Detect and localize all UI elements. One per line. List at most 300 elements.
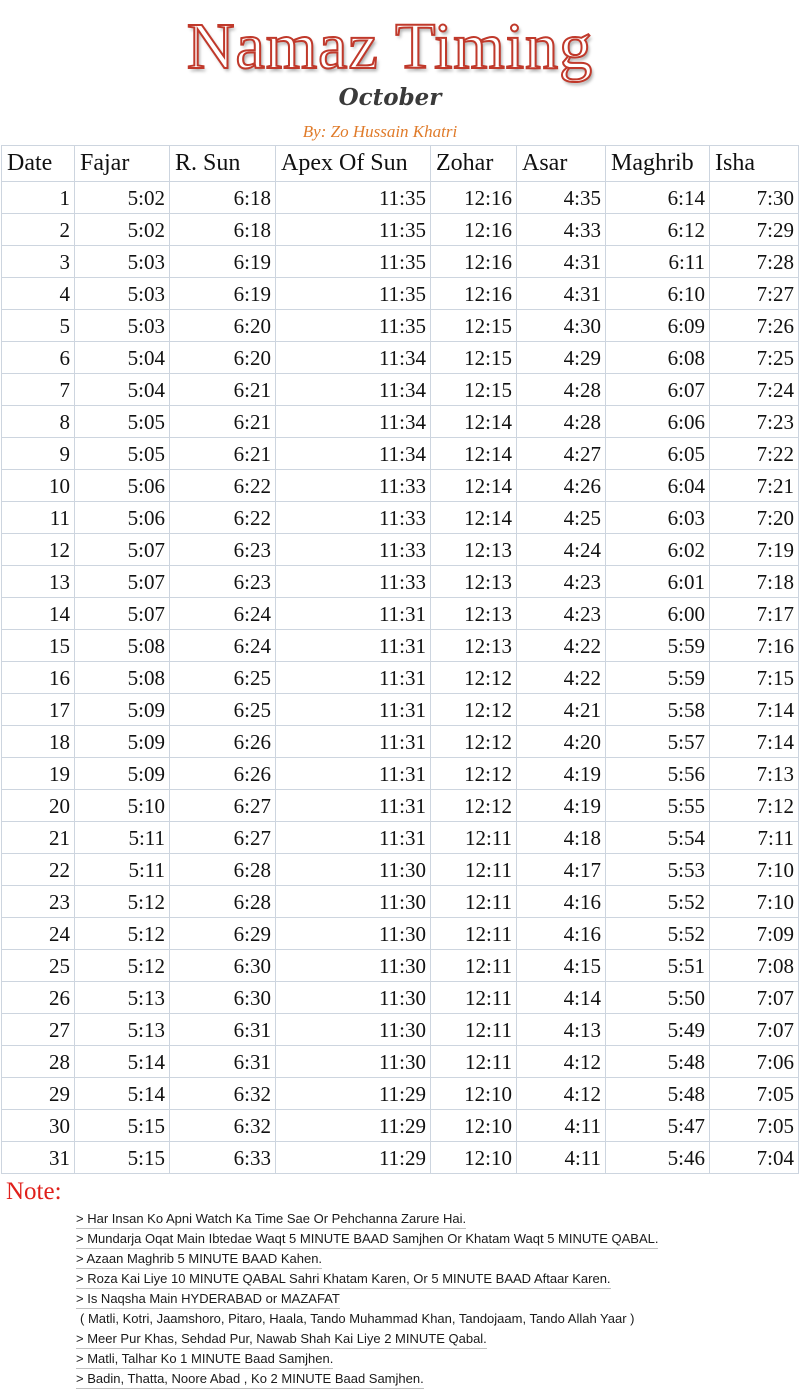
cell-zohar: 12:11	[431, 822, 517, 854]
cell-zohar: 12:10	[431, 1078, 517, 1110]
cell-maghrib: 6:01	[606, 566, 710, 598]
column-header-date: Date	[2, 146, 75, 182]
cell-date: 8	[2, 406, 75, 438]
cell-asar: 4:12	[517, 1078, 606, 1110]
cell-date: 17	[2, 694, 75, 726]
cell-zohar: 12:11	[431, 886, 517, 918]
cell-fajar: 5:09	[75, 694, 170, 726]
table-row	[2, 1078, 799, 1110]
column-header-apex-of-sun: Apex Of Sun	[276, 146, 431, 182]
cell-asar: 4:25	[517, 502, 606, 534]
table-row	[2, 374, 799, 406]
cell-fajar: 5:06	[75, 502, 170, 534]
cell-asar: 4:14	[517, 982, 606, 1014]
cell-maghrib: 5:49	[606, 1014, 710, 1046]
cell-fajar: 5:11	[75, 854, 170, 886]
cell-r-sun: 6:33	[170, 1142, 276, 1174]
table-row	[2, 1014, 799, 1046]
cell-fajar: 5:03	[75, 278, 170, 310]
cell-fajar: 5:09	[75, 726, 170, 758]
cell-date: 15	[2, 630, 75, 662]
cell-isha: 7:16	[710, 630, 799, 662]
cell-isha: 7:25	[710, 342, 799, 374]
cell-zohar: 12:12	[431, 726, 517, 758]
cell-date: 12	[2, 534, 75, 566]
cell-fajar: 5:02	[75, 214, 170, 246]
cell-r-sun: 6:21	[170, 406, 276, 438]
cell-maghrib: 5:57	[606, 726, 710, 758]
column-header-fajar: Fajar	[75, 146, 170, 182]
cell-r-sun: 6:28	[170, 854, 276, 886]
cell-r-sun: 6:21	[170, 438, 276, 470]
cell-asar: 4:23	[517, 598, 606, 630]
cell-maghrib: 5:53	[606, 854, 710, 886]
cell-r-sun: 6:19	[170, 278, 276, 310]
cell-r-sun: 6:20	[170, 342, 276, 374]
note-text: > Roza Kai Liye 10 MINUTE QABAL Sahri Khatam Karen, Or 5 MINUTE BAAD Aftaar Karen.	[76, 1270, 611, 1289]
column-header-isha: Isha	[710, 146, 799, 182]
cell-date: 18	[2, 726, 75, 758]
table-row	[2, 470, 799, 502]
column-header-maghrib: Maghrib	[606, 146, 710, 182]
cell-isha: 7:22	[710, 438, 799, 470]
column-header-r-sun: R. Sun	[170, 146, 276, 182]
cell-asar: 4:11	[517, 1110, 606, 1142]
cell-r-sun: 6:21	[170, 374, 276, 406]
cell-asar: 4:18	[517, 822, 606, 854]
table-row	[2, 278, 799, 310]
cell-date: 21	[2, 822, 75, 854]
note-text: > Meer Pur Khas, Sehdad Pur, Nawab Shah Kai Liye 2 MINUTE Qabal.	[76, 1330, 487, 1349]
cell-zohar: 12:11	[431, 918, 517, 950]
cell-isha: 7:09	[710, 918, 799, 950]
cell-apex-of-sun: 11:33	[276, 534, 431, 566]
cell-zohar: 12:13	[431, 534, 517, 566]
cell-fajar: 5:10	[75, 790, 170, 822]
note-item	[76, 1230, 806, 1250]
note-item	[76, 1250, 806, 1270]
cell-apex-of-sun: 11:31	[276, 630, 431, 662]
cell-apex-of-sun: 11:30	[276, 982, 431, 1014]
cell-fajar: 5:12	[75, 950, 170, 982]
cell-maghrib: 6:10	[606, 278, 710, 310]
cell-zohar: 12:16	[431, 182, 517, 214]
cell-asar: 4:13	[517, 1014, 606, 1046]
cell-isha: 7:14	[710, 726, 799, 758]
cell-date: 25	[2, 950, 75, 982]
cell-maghrib: 5:51	[606, 950, 710, 982]
cell-zohar: 12:12	[431, 758, 517, 790]
cell-date: 23	[2, 886, 75, 918]
cell-maghrib: 5:55	[606, 790, 710, 822]
table-row	[2, 854, 799, 886]
cell-date: 2	[2, 214, 75, 246]
cell-zohar: 12:15	[431, 310, 517, 342]
cell-zohar: 12:14	[431, 470, 517, 502]
cell-maghrib: 6:07	[606, 374, 710, 406]
table-row	[2, 182, 799, 214]
cell-date: 6	[2, 342, 75, 374]
cell-isha: 7:13	[710, 758, 799, 790]
cell-isha: 7:19	[710, 534, 799, 566]
cell-maghrib: 6:05	[606, 438, 710, 470]
table-row	[2, 1046, 799, 1078]
cell-maghrib: 5:59	[606, 662, 710, 694]
cell-apex-of-sun: 11:30	[276, 1046, 431, 1078]
cell-zohar: 12:15	[431, 342, 517, 374]
cell-isha: 7:20	[710, 502, 799, 534]
cell-apex-of-sun: 11:30	[276, 1014, 431, 1046]
cell-date: 5	[2, 310, 75, 342]
cell-r-sun: 6:22	[170, 502, 276, 534]
cell-isha: 7:06	[710, 1046, 799, 1078]
cell-zohar: 12:12	[431, 694, 517, 726]
cell-maghrib: 5:58	[606, 694, 710, 726]
note-text: > Is Naqsha Main HYDERABAD or MAZAFAT	[76, 1290, 340, 1309]
note-text: > Azaan Maghrib 5 MINUTE BAAD Kahen.	[76, 1250, 322, 1269]
cell-isha: 7:27	[710, 278, 799, 310]
cell-apex-of-sun: 11:31	[276, 662, 431, 694]
cell-zohar: 12:13	[431, 630, 517, 662]
cell-apex-of-sun: 11:34	[276, 406, 431, 438]
author-credit: By: Zo Hussain Khatri	[302, 122, 458, 141]
cell-apex-of-sun: 11:30	[276, 950, 431, 982]
cell-maghrib: 5:59	[606, 630, 710, 662]
cell-isha: 7:05	[710, 1110, 799, 1142]
cell-apex-of-sun: 11:33	[276, 566, 431, 598]
cell-r-sun: 6:23	[170, 566, 276, 598]
cell-apex-of-sun: 11:35	[276, 310, 431, 342]
cell-asar: 4:16	[517, 918, 606, 950]
cell-apex-of-sun: 11:29	[276, 1078, 431, 1110]
cell-apex-of-sun: 11:31	[276, 790, 431, 822]
cell-apex-of-sun: 11:34	[276, 438, 431, 470]
cell-asar: 4:28	[517, 374, 606, 406]
cell-isha: 7:21	[710, 470, 799, 502]
cell-zohar: 12:14	[431, 438, 517, 470]
table-row	[2, 694, 799, 726]
cell-date: 16	[2, 662, 75, 694]
cell-date: 10	[2, 470, 75, 502]
cell-date: 9	[2, 438, 75, 470]
cell-r-sun: 6:28	[170, 886, 276, 918]
cell-date: 19	[2, 758, 75, 790]
cell-date: 14	[2, 598, 75, 630]
cell-date: 31	[2, 1142, 75, 1174]
cell-isha: 7:11	[710, 822, 799, 854]
cell-r-sun: 6:31	[170, 1046, 276, 1078]
cell-date: 11	[2, 502, 75, 534]
cell-maghrib: 5:52	[606, 918, 710, 950]
cell-apex-of-sun: 11:31	[276, 758, 431, 790]
table-body	[2, 182, 799, 1174]
cell-apex-of-sun: 11:34	[276, 374, 431, 406]
cell-fajar: 5:11	[75, 822, 170, 854]
cell-apex-of-sun: 11:35	[276, 278, 431, 310]
cell-r-sun: 6:24	[170, 598, 276, 630]
cell-date: 1	[2, 182, 75, 214]
cell-asar: 4:31	[517, 278, 606, 310]
cell-date: 26	[2, 982, 75, 1014]
cell-date: 30	[2, 1110, 75, 1142]
table-row	[2, 438, 799, 470]
cell-apex-of-sun: 11:29	[276, 1142, 431, 1174]
cell-date: 13	[2, 566, 75, 598]
cell-asar: 4:20	[517, 726, 606, 758]
cell-asar: 4:33	[517, 214, 606, 246]
cell-date: 7	[2, 374, 75, 406]
cell-r-sun: 6:18	[170, 182, 276, 214]
cell-isha: 7:12	[710, 790, 799, 822]
table-row	[2, 950, 799, 982]
table-row	[2, 310, 799, 342]
cell-asar: 4:11	[517, 1142, 606, 1174]
table-row	[2, 630, 799, 662]
cell-maghrib: 5:50	[606, 982, 710, 1014]
table-row	[2, 246, 799, 278]
cell-apex-of-sun: 11:35	[276, 246, 431, 278]
cell-asar: 4:22	[517, 630, 606, 662]
cell-r-sun: 6:27	[170, 790, 276, 822]
cell-r-sun: 6:32	[170, 1110, 276, 1142]
cell-fajar: 5:15	[75, 1142, 170, 1174]
cell-zohar: 12:12	[431, 790, 517, 822]
cell-zohar: 12:14	[431, 406, 517, 438]
table-row	[2, 342, 799, 374]
cell-apex-of-sun: 11:33	[276, 502, 431, 534]
table-row	[2, 1110, 799, 1142]
cell-asar: 4:17	[517, 854, 606, 886]
cell-date: 3	[2, 246, 75, 278]
cell-asar: 4:24	[517, 534, 606, 566]
cell-zohar: 12:11	[431, 1046, 517, 1078]
cell-fajar: 5:02	[75, 182, 170, 214]
cell-maghrib: 5:46	[606, 1142, 710, 1174]
cell-asar: 4:30	[517, 310, 606, 342]
table-row	[2, 406, 799, 438]
cell-maghrib: 5:54	[606, 822, 710, 854]
cell-fajar: 5:13	[75, 1014, 170, 1046]
cell-zohar: 12:11	[431, 854, 517, 886]
cell-r-sun: 6:24	[170, 630, 276, 662]
cell-isha: 7:10	[710, 886, 799, 918]
cell-fajar: 5:04	[75, 374, 170, 406]
cell-asar: 4:26	[517, 470, 606, 502]
column-header-asar: Asar	[517, 146, 606, 182]
cell-asar: 4:19	[517, 758, 606, 790]
cell-fajar: 5:07	[75, 566, 170, 598]
cell-isha: 7:10	[710, 854, 799, 886]
cell-asar: 4:22	[517, 662, 606, 694]
prayer-timing-table	[1, 145, 799, 1174]
notes-list	[76, 1210, 806, 1390]
table-row	[2, 214, 799, 246]
cell-zohar: 12:16	[431, 246, 517, 278]
cell-r-sun: 6:29	[170, 918, 276, 950]
cell-apex-of-sun: 11:31	[276, 726, 431, 758]
cell-apex-of-sun: 11:35	[276, 182, 431, 214]
cell-fajar: 5:07	[75, 598, 170, 630]
cell-fajar: 5:06	[75, 470, 170, 502]
cell-fajar: 5:08	[75, 662, 170, 694]
cell-zohar: 12:10	[431, 1110, 517, 1142]
cell-asar: 4:23	[517, 566, 606, 598]
table-row	[2, 758, 799, 790]
cell-date: 22	[2, 854, 75, 886]
table-row	[2, 534, 799, 566]
cell-r-sun: 6:25	[170, 662, 276, 694]
table-row	[2, 726, 799, 758]
note-item	[76, 1290, 806, 1310]
cell-zohar: 12:10	[431, 1142, 517, 1174]
table-row	[2, 598, 799, 630]
cell-asar: 4:16	[517, 886, 606, 918]
cell-maghrib: 6:02	[606, 534, 710, 566]
cell-maghrib: 6:14	[606, 182, 710, 214]
cell-isha: 7:17	[710, 598, 799, 630]
cell-isha: 7:26	[710, 310, 799, 342]
cell-isha: 7:28	[710, 246, 799, 278]
note-item	[76, 1330, 806, 1350]
cell-fajar: 5:03	[75, 246, 170, 278]
cell-isha: 7:18	[710, 566, 799, 598]
note-item	[76, 1370, 806, 1390]
cell-isha: 7:04	[710, 1142, 799, 1174]
cell-apex-of-sun: 11:35	[276, 214, 431, 246]
cell-asar: 4:15	[517, 950, 606, 982]
note-item	[76, 1210, 806, 1230]
note-text: > Badin, Thatta, Noore Abad , Ko 2 MINUTE Baad Samjhen.	[76, 1370, 424, 1389]
page-title: Namaz Timing	[186, 10, 594, 83]
table-row	[2, 502, 799, 534]
cell-r-sun: 6:22	[170, 470, 276, 502]
cell-apex-of-sun: 11:31	[276, 694, 431, 726]
cell-asar: 4:12	[517, 1046, 606, 1078]
cell-zohar: 12:11	[431, 982, 517, 1014]
cell-zohar: 12:13	[431, 566, 517, 598]
cell-fajar: 5:14	[75, 1078, 170, 1110]
cell-maghrib: 6:06	[606, 406, 710, 438]
cell-isha: 7:15	[710, 662, 799, 694]
cell-r-sun: 6:18	[170, 214, 276, 246]
note-text: ( Matli, Kotri, Jaamshoro, Pitaro, Haala, Tando Muhammad Khan, Tandojaam, Tando Allah Yaar )	[80, 1311, 635, 1326]
cell-apex-of-sun: 11:30	[276, 854, 431, 886]
cell-fajar: 5:14	[75, 1046, 170, 1078]
cell-maghrib: 5:56	[606, 758, 710, 790]
cell-apex-of-sun: 11:29	[276, 1110, 431, 1142]
cell-maghrib: 6:09	[606, 310, 710, 342]
table-row	[2, 662, 799, 694]
cell-asar: 4:19	[517, 790, 606, 822]
cell-apex-of-sun: 11:31	[276, 598, 431, 630]
cell-date: 27	[2, 1014, 75, 1046]
cell-maghrib: 6:04	[606, 470, 710, 502]
cell-date: 4	[2, 278, 75, 310]
cell-r-sun: 6:19	[170, 246, 276, 278]
cell-zohar: 12:12	[431, 662, 517, 694]
table-row	[2, 566, 799, 598]
cell-fajar: 5:13	[75, 982, 170, 1014]
cell-asar: 4:35	[517, 182, 606, 214]
cell-maghrib: 5:47	[606, 1110, 710, 1142]
month-label: October	[338, 84, 442, 111]
cell-r-sun: 6:31	[170, 1014, 276, 1046]
cell-maghrib: 5:48	[606, 1046, 710, 1078]
note-text: > Matli, Talhar Ko 1 MINUTE Baad Samjhen.	[76, 1350, 333, 1369]
note-text: > Mundarja Oqat Main Ibtedae Waqt 5 MINUTE BAAD Samjhen Or Khatam Waqt 5 MINUTE QABAL.	[76, 1230, 658, 1249]
cell-date: 24	[2, 918, 75, 950]
cell-fajar: 5:07	[75, 534, 170, 566]
cell-apex-of-sun: 11:30	[276, 918, 431, 950]
cell-r-sun: 6:32	[170, 1078, 276, 1110]
cell-date: 29	[2, 1078, 75, 1110]
note-item	[76, 1310, 806, 1330]
column-header-zohar: Zohar	[431, 146, 517, 182]
table-header-row	[2, 146, 799, 182]
cell-isha: 7:29	[710, 214, 799, 246]
cell-asar: 4:29	[517, 342, 606, 374]
cell-r-sun: 6:26	[170, 758, 276, 790]
cell-zohar: 12:15	[431, 374, 517, 406]
cell-isha: 7:30	[710, 182, 799, 214]
cell-zohar: 12:11	[431, 950, 517, 982]
cell-fajar: 5:12	[75, 886, 170, 918]
cell-maghrib: 6:08	[606, 342, 710, 374]
note-item	[76, 1270, 806, 1290]
cell-fajar: 5:08	[75, 630, 170, 662]
cell-r-sun: 6:20	[170, 310, 276, 342]
table-row	[2, 822, 799, 854]
cell-isha: 7:24	[710, 374, 799, 406]
cell-apex-of-sun: 11:30	[276, 886, 431, 918]
cell-maghrib: 6:00	[606, 598, 710, 630]
note-text: > Har Insan Ko Apni Watch Ka Time Sae Or Pehchanna Zarure Hai.	[76, 1210, 466, 1229]
cell-isha: 7:07	[710, 1014, 799, 1046]
cell-zohar: 12:11	[431, 1014, 517, 1046]
cell-maghrib: 5:48	[606, 1078, 710, 1110]
table-row	[2, 790, 799, 822]
cell-r-sun: 6:30	[170, 950, 276, 982]
cell-fajar: 5:05	[75, 406, 170, 438]
cell-date: 28	[2, 1046, 75, 1078]
cell-asar: 4:31	[517, 246, 606, 278]
table-row	[2, 886, 799, 918]
cell-maghrib: 6:03	[606, 502, 710, 534]
cell-r-sun: 6:26	[170, 726, 276, 758]
cell-apex-of-sun: 11:31	[276, 822, 431, 854]
cell-zohar: 12:16	[431, 214, 517, 246]
cell-asar: 4:21	[517, 694, 606, 726]
cell-zohar: 12:14	[431, 502, 517, 534]
note-item	[76, 1350, 806, 1370]
cell-date: 20	[2, 790, 75, 822]
cell-isha: 7:08	[710, 950, 799, 982]
cell-maghrib: 6:11	[606, 246, 710, 278]
cell-asar: 4:28	[517, 406, 606, 438]
cell-fajar: 5:09	[75, 758, 170, 790]
table-row	[2, 918, 799, 950]
cell-zohar: 12:13	[431, 598, 517, 630]
cell-isha: 7:07	[710, 982, 799, 1014]
cell-r-sun: 6:27	[170, 822, 276, 854]
note-heading: Note:	[6, 1178, 62, 1205]
cell-fajar: 5:12	[75, 918, 170, 950]
cell-fajar: 5:05	[75, 438, 170, 470]
cell-fajar: 5:03	[75, 310, 170, 342]
cell-apex-of-sun: 11:33	[276, 470, 431, 502]
cell-isha: 7:05	[710, 1078, 799, 1110]
cell-isha: 7:14	[710, 694, 799, 726]
